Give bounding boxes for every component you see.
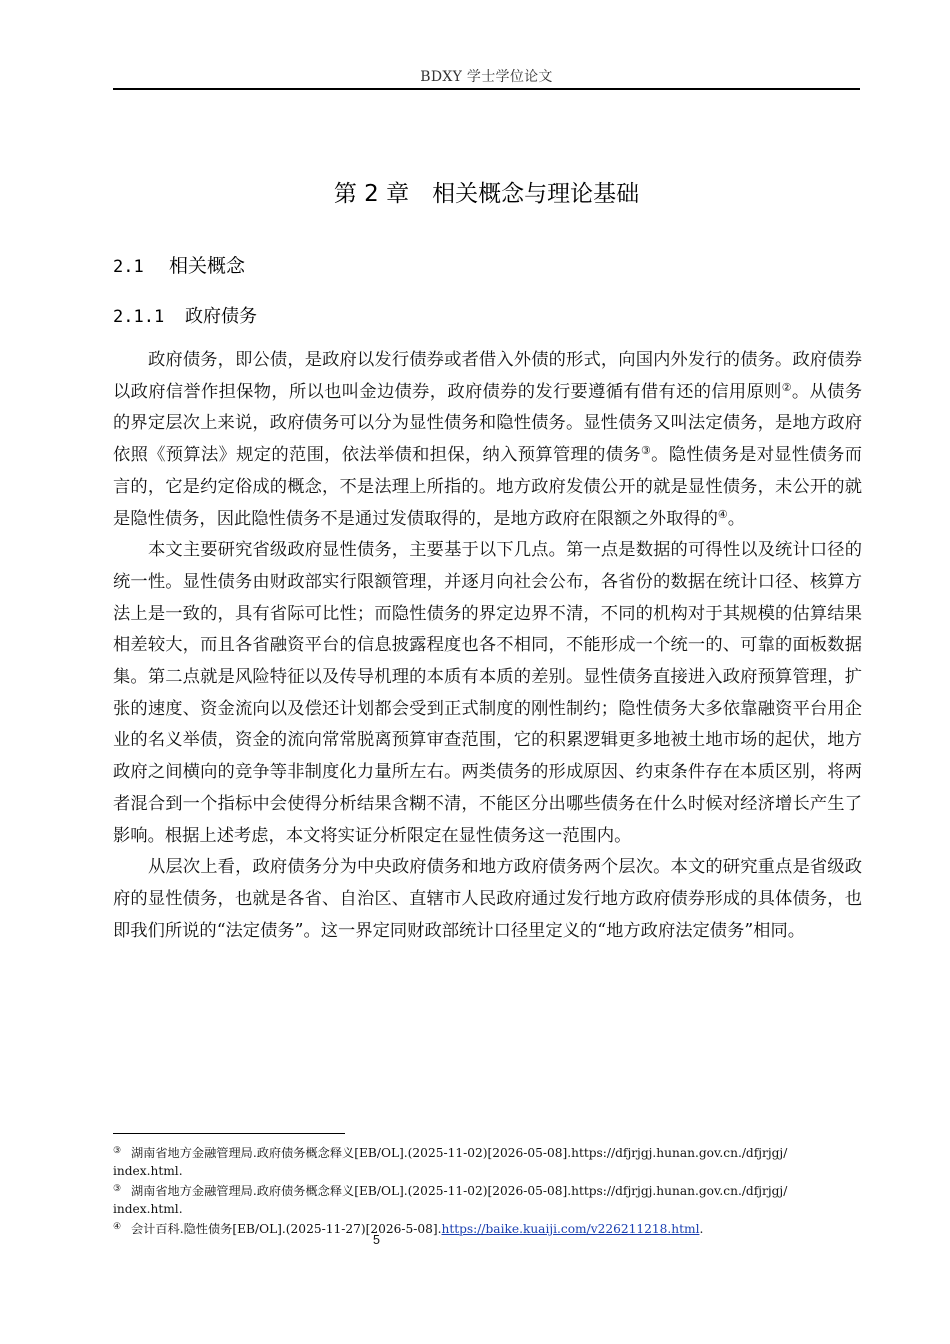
running-header: BDXY 学士学位论文 bbox=[420, 69, 553, 85]
paragraph: 本文主要研究省级政府显性债务，主要基于以下几点。第一点是数据的可得性以及统计口径的统一性。显性债务由财政部实行限额管理，并逐月向社会公布，各省份的数据在统计口径、核算方法上是一致的，具有省际可比性；而隐性债务的界定边界不清，不同的机构对于其规模的估算结果相差较大，而且各省融资平台的信息披露程度也各不相同，不能形成一个统一的、可靠的面板数据集。第二点就是风险特征以及传导机理的本质有本质的差别。显性债务直接进入政府预算管理，扩张的速度、资金流向以及偿还计划都会受到正式制度的刚性制约；隐性债务大多依靠融资平台用企业的名义举债，资金的流向常常脱离预算审查范围，它的积累逻辑更多地被土地市场的起伏，地方政府之间横向的竞争等非制度化力量所左右。两类债务的形成原因、约束条件存在本质区别，将两者混合到一个指标中会使得分析结果含糊不清，不能区分出哪些债务在什么时候对经济增长产生了影响。根据上述考虑，本文将实证分析限定在显性债务这一范围内。 bbox=[113, 540, 862, 846]
page-number: 5 bbox=[373, 1233, 380, 1247]
footnote bbox=[113, 1143, 833, 1180]
paragraph-text: 。 bbox=[727, 508, 746, 529]
paragraph-text: 。从债务的界定层次上来说，政府债务可以分为显性债务和隐性债务。显性债务又叫法定债务，是地方政府依照《预算法》规定的范围，依法举债和担保，纳入预算管理的债务 bbox=[113, 381, 862, 466]
section-number: 2.1 bbox=[113, 257, 144, 277]
paragraph: 从层次上看，政府债务分为中央政府债务和地方政府债务两个层次。本文的研究重点是省级政府的显性债务，也就是各省、自治区、直辖市人民政府通过发行地方政府债券形成的具体债务，也即我们所说的“法定债务”。这一界定同财政部统计口径里定义的“地方政府法定债务”相同。 bbox=[113, 857, 862, 941]
footnote-text: 湖南省地方金融管理局.政府债务概念释义[EB/OL].(2025-11-02)[2026-05-08].https://dfjrjgj.hunan.gov.cn./dfjrjgj/ index.html. bbox=[113, 1184, 788, 1216]
header-rule bbox=[113, 88, 860, 90]
footnote-ref: ② bbox=[781, 380, 792, 394]
footnote-ref: ③ bbox=[640, 444, 652, 458]
footnote-text: 湖南省地方金融管理局.政府债务概念释义[EB/OL].(2025-11-02)[2026-05-08].https://dfjrjgj.hunan.gov.cn./dfjrjgj/ index.html. bbox=[113, 1146, 788, 1178]
section-heading bbox=[113, 252, 245, 281]
section-title: 相关概念 bbox=[169, 255, 246, 277]
footnotes bbox=[113, 1143, 833, 1240]
footnote-link[interactable]: https://baike.kuaiji.com/v226211218.html bbox=[441, 1222, 700, 1236]
paragraph bbox=[113, 345, 862, 535]
paragraph-text: 。隐性债务是对显性债务而言的，它是约定俗成的概念，不是法理上所指的。地方政府发债公开的就是显性债务，未公开的就是隐性债务，因此隐性债务不是通过发债取得的，是地方政府在限额之外取得的 bbox=[113, 445, 862, 529]
footnote-text: 会计百科.隐性债务[EB/OL].(2025-11-27)[2026-5-08]. bbox=[131, 1222, 442, 1236]
footnote-separator bbox=[113, 1133, 345, 1134]
footnote-mark: ③ bbox=[113, 1184, 122, 1194]
footnote-mark: ④ bbox=[113, 1222, 122, 1232]
footnote bbox=[113, 1181, 833, 1218]
body-text bbox=[113, 345, 862, 947]
chapter-title: 第 2 章 相关概念与理论基础 bbox=[333, 181, 640, 207]
paragraph-text: 政府债务，即公债，是政府以发行债券或者借入外债的形式，向国内外发行的债务。政府债券以政府信誉作担保物，所以也叫金边债券，政府债券的发行要遵循有借有还的信用原则 bbox=[113, 350, 862, 402]
subsection-heading bbox=[113, 303, 257, 331]
subsection-title: 政府债务 bbox=[185, 306, 257, 327]
subsection-number: 2.1.1 bbox=[113, 307, 165, 327]
footnote-mark: ③ bbox=[113, 1146, 122, 1156]
footnote-ref: ④ bbox=[717, 507, 728, 521]
footnote-tail: . bbox=[699, 1222, 704, 1236]
